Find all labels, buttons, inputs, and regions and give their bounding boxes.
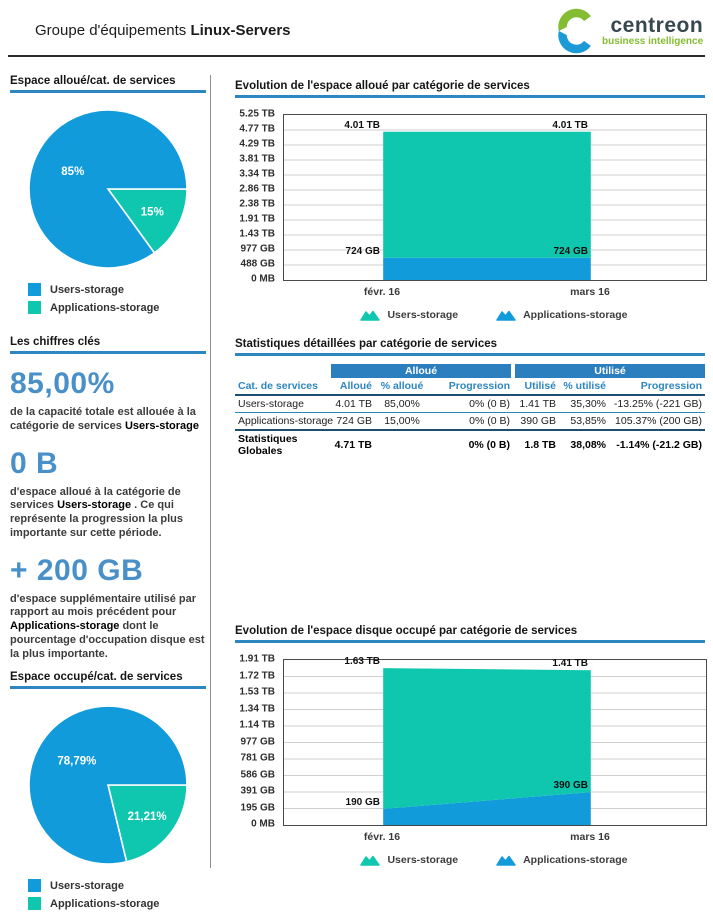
- legend-label: Applications-storage: [523, 309, 628, 321]
- table-cell: 390 GB: [513, 413, 559, 431]
- y-tick-label: 977 GB: [240, 243, 275, 255]
- report-title-name: Linux-Servers: [190, 22, 291, 39]
- key-figure-desc: d'espace supplémentaire utilisé par rapport au mois précédent pour Applications-storage dont le pourcentage d'occupation disque est la plus importante.: [10, 592, 205, 660]
- y-axis: [235, 653, 279, 830]
- data-label: 190 GB: [345, 797, 380, 808]
- section-title: Espace occupé/cat. de services: [10, 671, 206, 689]
- legend-label: Users-storage: [50, 283, 124, 296]
- table-row: [235, 413, 705, 431]
- legend-label: Users-storage: [387, 854, 459, 866]
- table-cell: 53,85%: [559, 413, 609, 431]
- centreon-logo-icon: [558, 12, 596, 50]
- legend-item: [28, 879, 206, 892]
- group-header-utilise: Utilisé: [513, 364, 705, 378]
- section-pie-used: [10, 671, 206, 910]
- legend-label: Users-storage: [50, 879, 124, 892]
- table-cell: 1.8 TB: [524, 439, 557, 451]
- column-header: % utilisé: [559, 378, 609, 395]
- y-tick-label: 0 MB: [251, 818, 275, 830]
- y-axis: [235, 108, 279, 285]
- legend-swatch: [28, 301, 41, 314]
- legend-label: Applications-storage: [50, 897, 160, 910]
- column-header: Progression: [429, 378, 513, 395]
- plot-area: [283, 656, 707, 826]
- area-series-Users-storage: [383, 132, 591, 258]
- y-tick-label: 1.14 TB: [239, 719, 275, 731]
- data-label: 724 GB: [553, 246, 588, 257]
- data-label: 1.41 TB: [552, 658, 588, 669]
- legend-item: [496, 309, 627, 321]
- key-figure-value: 0 B: [10, 446, 59, 480]
- logo-tagline: business intelligence: [602, 36, 704, 47]
- data-label: 4.01 TB: [344, 120, 380, 131]
- pie-slice-label: 15%: [140, 206, 164, 219]
- legend-item: [28, 301, 206, 314]
- chart-legend: [283, 854, 705, 866]
- table-cell: 1.41 TB: [513, 395, 559, 413]
- table-title: Statistiques détaillées par catégorie de services: [235, 338, 705, 356]
- table-cell: 0% (0 B): [429, 413, 513, 431]
- table-cell: 105.37% (200 GB): [609, 413, 705, 431]
- x-tick-label: févr. 16: [363, 286, 401, 298]
- legend-item: [28, 897, 206, 910]
- key-figure-item: [10, 554, 206, 662]
- y-tick-label: 1.43 TB: [239, 228, 275, 240]
- y-tick-label: 195 GB: [240, 802, 275, 813]
- legend-item: [496, 854, 627, 866]
- section-pie-allocated: [10, 75, 206, 314]
- table-cell: Applications-storage: [235, 413, 331, 431]
- y-tick-label: 0 MB: [251, 273, 275, 285]
- legend-swatch: [28, 879, 41, 892]
- key-figure-value: 85,00%: [10, 367, 115, 400]
- group-header-alloue: Alloué: [331, 364, 513, 378]
- data-label: 724 GB: [345, 246, 380, 257]
- table-cell: -1.14% (-21.2 GB): [616, 439, 703, 451]
- left-column: [10, 75, 206, 915]
- x-tick-label: févr. 16: [363, 831, 401, 843]
- legend-swatch: [28, 283, 41, 296]
- y-tick-label: 3.81 TB: [239, 153, 275, 165]
- column-header: % alloué: [375, 378, 429, 395]
- x-tick-label: mars 16: [570, 286, 610, 298]
- table-cell: 85,00%: [375, 395, 429, 413]
- pie-chart-used: [22, 699, 194, 871]
- legend-label: Applications-storage: [523, 854, 628, 866]
- key-figure-desc: de la capacité totale est allouée à la catégorie de services Users-storage: [10, 406, 199, 432]
- data-label: 4.01 TB: [552, 120, 588, 131]
- table-cell: Statistiques Globales: [238, 433, 298, 457]
- chart-legend: [283, 309, 705, 321]
- legend-item: [28, 283, 206, 296]
- section-stats-table: [235, 338, 705, 459]
- key-figure-value: + 200 GB: [10, 553, 144, 587]
- pie-slice-label: 78,79%: [57, 755, 97, 768]
- y-tick-label: 1.34 TB: [239, 703, 275, 714]
- legend-label: Applications-storage: [50, 301, 160, 314]
- pie-slice-label: 85%: [61, 166, 85, 179]
- column-header: Cat. de services: [235, 378, 331, 395]
- pie-slice-label: 21,21%: [127, 811, 167, 824]
- table-cell: 15,00%: [375, 413, 429, 431]
- section-area-used: [235, 625, 705, 866]
- pie-legend: [28, 879, 206, 910]
- mountain-icon: [496, 309, 516, 321]
- table-cell: 38,08%: [570, 439, 607, 451]
- y-tick-label: 2.86 TB: [239, 183, 275, 195]
- table-cell: 4.71 TB: [334, 439, 372, 451]
- table-cell: 0% (0 B): [468, 439, 511, 451]
- chart-title: Evolution de l'espace disque occupé par catégorie de services: [235, 625, 705, 643]
- x-axis: [283, 831, 705, 846]
- table-cell: 724 GB: [331, 413, 375, 431]
- y-tick-label: 3.34 TB: [239, 168, 275, 180]
- section-title: Les chiffres clés: [10, 336, 206, 354]
- y-tick-label: 2.38 TB: [239, 198, 275, 210]
- y-tick-label: 488 GB: [240, 258, 275, 270]
- chart-body: [235, 653, 705, 830]
- y-tick-label: 1.53 TB: [239, 686, 275, 698]
- table-row: [235, 395, 705, 413]
- column-header-row: [235, 378, 705, 395]
- group-header-row: [235, 364, 705, 378]
- report-title: [35, 22, 291, 39]
- y-tick-label: 5.25 TB: [239, 108, 275, 120]
- table-cell: Users-storage: [235, 395, 331, 413]
- table-cell: 35,30%: [559, 395, 609, 413]
- right-column: [235, 80, 705, 866]
- pie-legend: [28, 283, 206, 314]
- legend-item: [360, 309, 458, 321]
- y-tick-label: 586 GB: [240, 769, 275, 780]
- legend-item: [360, 854, 458, 866]
- x-tick-label: mars 16: [570, 831, 610, 843]
- header-rule: [8, 55, 705, 57]
- table-cell: 4.01 TB: [331, 395, 375, 413]
- y-tick-label: 1.91 TB: [239, 653, 275, 665]
- y-tick-label: 391 GB: [240, 785, 275, 797]
- table-cell: [375, 430, 429, 459]
- column-header: Utilisé: [513, 378, 559, 395]
- mountain-icon: [360, 309, 380, 321]
- chart-title: Evolution de l'espace alloué par catégorie de services: [235, 80, 705, 98]
- logo-name: centreon: [610, 14, 704, 37]
- x-axis: [283, 286, 705, 301]
- mountain-icon: [360, 854, 380, 866]
- centreon-logo-text: [602, 15, 703, 47]
- chart-body: [235, 108, 705, 285]
- pie-chart-allocated: [22, 103, 194, 275]
- y-tick-label: 977 GB: [240, 736, 275, 747]
- section-title: Espace alloué/cat. de services: [10, 75, 206, 93]
- table-row-total: [235, 430, 705, 459]
- y-tick-label: 1.91 TB: [239, 213, 275, 225]
- table-cell: 0% (0 B): [429, 395, 513, 413]
- mountain-icon: [496, 854, 516, 866]
- area-series-Applications-storage: [383, 258, 591, 280]
- y-tick-label: 781 GB: [240, 752, 275, 764]
- key-figure-item: [10, 367, 206, 434]
- section-key-figures: [10, 336, 206, 661]
- key-figure-desc: d'espace alloué à la catégorie de services Users-storage . Ce qui représente la progression la plus importante sur cette période.: [10, 485, 184, 539]
- report-title-prefix: Groupe d'équipements: [35, 22, 187, 39]
- legend-swatch: [28, 897, 41, 910]
- y-tick-label: 4.77 TB: [239, 123, 275, 135]
- stats-table: [235, 364, 705, 459]
- column-header: Alloué: [331, 378, 375, 395]
- key-figure-item: [10, 447, 206, 541]
- data-label: 1.63 TB: [344, 656, 380, 667]
- column-header: Progression: [609, 378, 705, 395]
- table-cell: -13.25% (-221 GB): [609, 395, 705, 413]
- section-area-allocated: [235, 80, 705, 321]
- plot-area: [283, 114, 707, 281]
- column-divider: [210, 75, 211, 868]
- y-tick-label: 1.72 TB: [239, 670, 275, 681]
- y-tick-label: 4.29 TB: [239, 138, 275, 150]
- centreon-logo: [558, 12, 703, 50]
- data-label: 390 GB: [553, 780, 588, 791]
- legend-label: Users-storage: [387, 309, 459, 321]
